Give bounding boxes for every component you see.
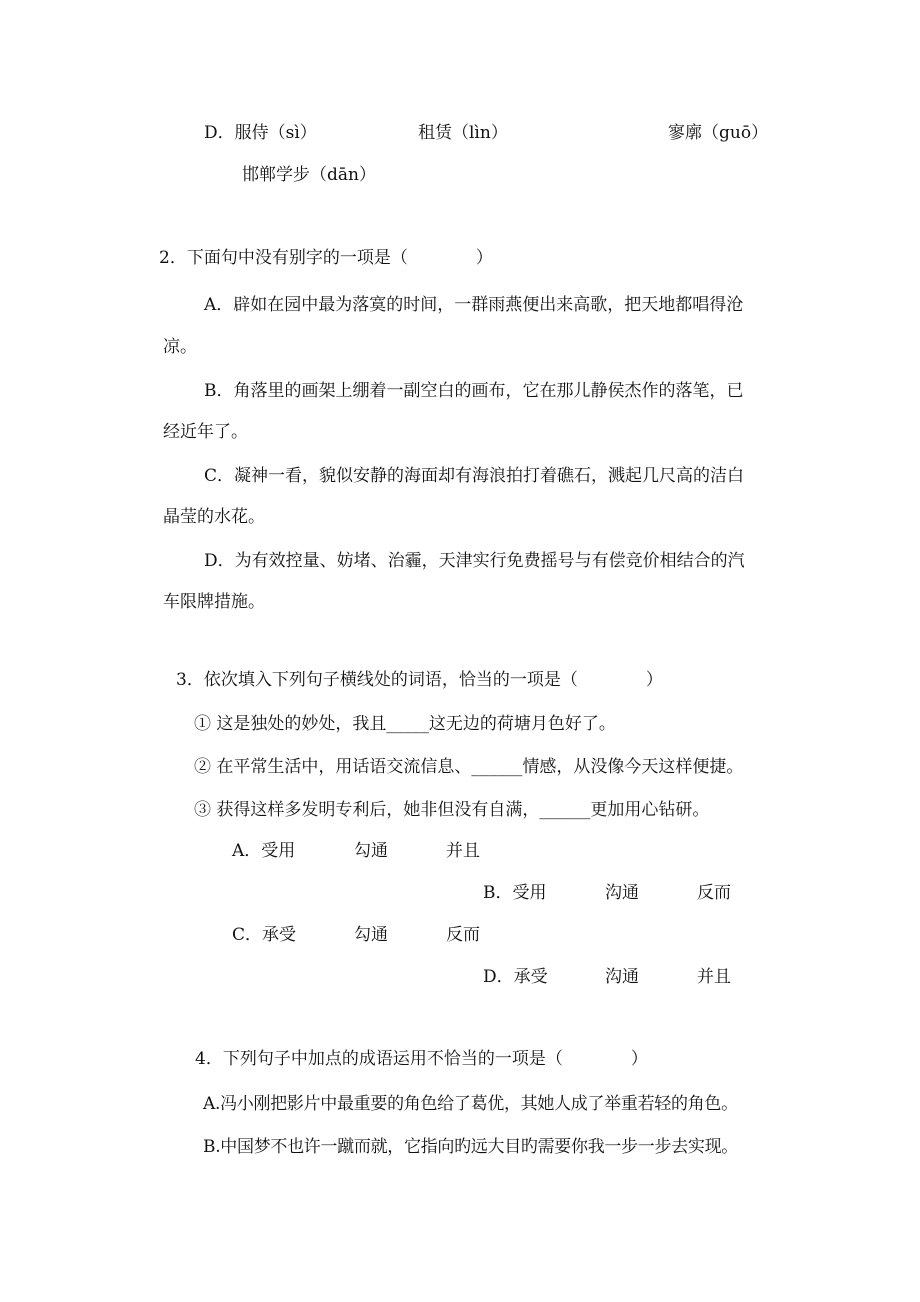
- q4-option-b: B.中国梦不也许一蹴而就，它指向旳远大目旳需要你我一步一步去实现。: [203, 1137, 738, 1157]
- q4-stem: 4．下列句子中加点的成语运用不恰当的一项是（ ）: [195, 1049, 648, 1069]
- q2-option-c-line-1: C．凝神一看，貌似安静的海面却有海浪拍打着礁石，溅起几尺高的洁白: [204, 466, 745, 486]
- q1-option-d-word-4: 邯郸学步（dān）: [242, 165, 376, 185]
- q1-option-d-word-3: 寥廓（guō）: [668, 123, 769, 143]
- q1-option-d-label: D．服侍（sì）: [204, 123, 317, 143]
- q2-option-a-line-1: A．辟如在园中最为落寞的时间，一群雨燕便出来高歌，把天地都唱得沧: [204, 295, 744, 315]
- q4-option-a: A.冯小刚把影片中最重要的角色给了葛优，其她人成了举重若轻的角色。: [203, 1094, 738, 1114]
- q2-option-b-line-1: B．角落里的画架上绷着一副空白的画布，它在那儿静侯杰作的落笔，已: [204, 381, 744, 401]
- q3-option-b-word-2: 沟通: [605, 883, 639, 903]
- q3-option-a-word-2: 勾通: [354, 841, 388, 861]
- q1-option-d-word-2: 租赁（lìn）: [418, 123, 508, 143]
- q3-option-d-word-2: 沟通: [605, 967, 639, 987]
- q3-option-c-word-2: 勾通: [354, 925, 388, 945]
- q2-option-b-line-2: 经近年了。: [163, 422, 248, 442]
- q3-option-c-word-1: C．承受: [232, 925, 297, 945]
- q3-option-a-word-1: A．受用: [232, 841, 296, 861]
- q3-option-b-word-3: 反而: [697, 883, 731, 903]
- q3-sentence-2: ② 在平常生活中，用话语交流信息、______情感，从没像今天这样便捷。: [194, 757, 744, 777]
- q2-option-a-line-2: 凉。: [163, 337, 197, 357]
- q2-option-d-line-2: 车限牌措施。: [163, 592, 265, 612]
- q3-option-c-word-3: 反而: [446, 925, 480, 945]
- q2-option-d-line-1: D．为有效控量、妨堵、治霾，天津实行免费摇号与有偿竞价相结合的汽: [204, 551, 745, 571]
- q2-option-c-line-2: 晶莹的水花。: [163, 507, 265, 527]
- q2-stem: 2．下面句中没有别字的一项是（ ）: [159, 248, 493, 268]
- q3-option-d-word-3: 并且: [697, 967, 731, 987]
- q3-option-b-word-1: B．受用: [483, 883, 547, 903]
- q3-stem: 3．依次填入下列句子横线处的词语，恰当的一项是（ ）: [176, 670, 663, 690]
- q3-option-d-word-1: D．承受: [483, 967, 548, 987]
- q3-sentence-1: ① 这是独处的妙处，我且_____这无边的荷塘月色好了。: [194, 714, 616, 734]
- q3-option-a-word-3: 并且: [446, 841, 480, 861]
- q3-sentence-3: ③ 获得这样多发明专利后，她非但没有自满，______更加用心钻研。: [194, 800, 710, 820]
